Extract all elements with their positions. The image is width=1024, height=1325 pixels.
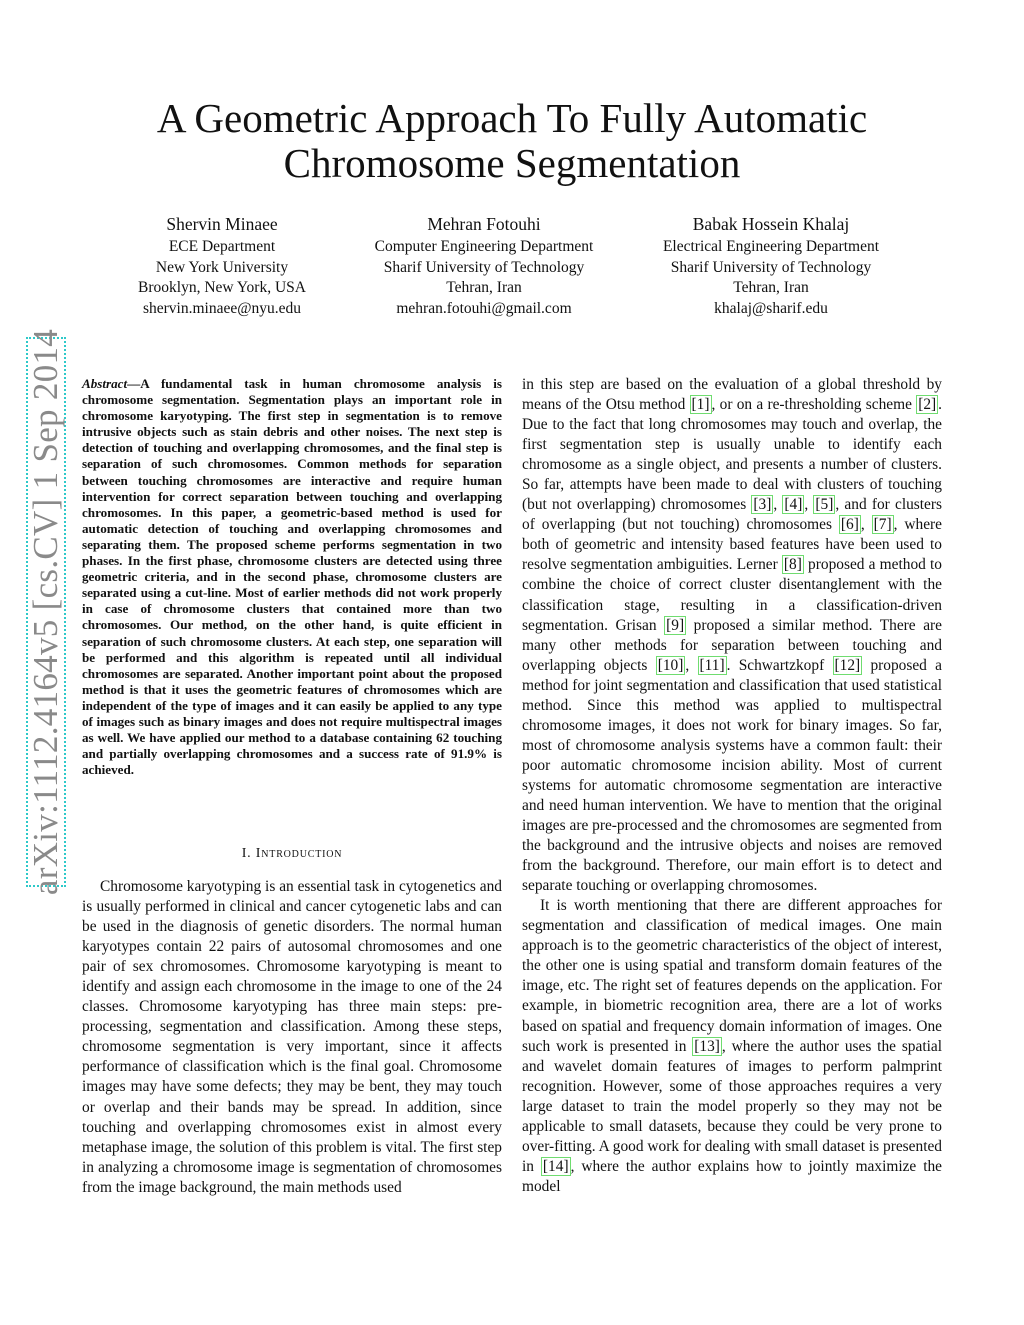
body-text: ,	[685, 656, 698, 674]
author-block	[72, 212, 372, 319]
author-affiliation: Sharif University of Technology	[383, 258, 585, 276]
abstract-label: Abstract	[82, 376, 128, 391]
author-location: Brooklyn, New York, USA	[138, 279, 306, 296]
body-text: ,	[804, 496, 814, 514]
citation-link[interactable]: [10]	[657, 656, 684, 674]
body-text: proposed a method to combine the choice of correct cluster disentanglement with the classification stage, resulting in a classification-driven segmentation. Grisan	[522, 556, 942, 634]
body-text: , where both of geometric and intensity based features have been used to resolve segmentation ambiguities. Lerner	[522, 516, 942, 574]
citation-link[interactable]: [13]	[694, 1037, 720, 1055]
citation-link[interactable]: [8]	[783, 556, 802, 574]
author-department: Computer Engineering Department	[374, 238, 594, 255]
author-email: shervin.minaee@nyu.edu	[142, 299, 302, 317]
title-line-2: Chromosome Segmentation	[283, 140, 741, 186]
body-text: proposed a similar method. There are many other methods for separation between touching and overlapping objects	[522, 616, 942, 674]
author-email: khalaj@sharif.edu	[714, 299, 828, 317]
citation-link[interactable]: [1]	[691, 396, 710, 414]
section-number: I.	[241, 846, 252, 861]
body-paragraph	[522, 375, 942, 896]
body-text: ,	[773, 496, 783, 514]
author-location: Tehran, Iran	[446, 279, 522, 296]
body-paragraph	[522, 896, 942, 1197]
citation-link[interactable]: [3]	[753, 496, 772, 514]
paper-title	[0, 96, 1024, 186]
body-text: in this step are based on the evaluation of a global threshold by means of the Otsu method	[522, 376, 942, 414]
body-text: ,	[860, 516, 872, 534]
author-name: Shervin Minaee	[166, 214, 278, 234]
author-affiliation: Sharif University of Technology	[670, 258, 872, 276]
body-text: , where the author explains how to jointly maximize the model	[522, 1157, 943, 1195]
author-department: ECE Department	[168, 238, 276, 255]
body-text: . Due to the fact that long chromosomes may touch and overlap, the first segmentation step is usually unable to identify each chromosome as a single object, and presents a number of clusters. So far, attempts have been made to deal with clusters of touching (but not overlapping) chromosomes	[522, 396, 943, 514]
title-line-1: A Geometric Approach To Fully Automatic	[156, 95, 868, 141]
citation-link[interactable]: [7]	[873, 516, 892, 534]
author-block	[334, 212, 634, 319]
author-affiliation: New York University	[155, 258, 289, 276]
author-name: Mehran Fotouhi	[427, 214, 541, 234]
section-title: Introduction	[255, 846, 343, 861]
citation-link[interactable]: [2]	[918, 396, 937, 414]
abstract	[82, 376, 502, 778]
body-text: proposed a method for joint segmentation and classification that used statistical method. Since this method was applied to multispectral chromosome images, it does not work for binary images. So far, most of chromosome analysis systems have a common fault: their poor automatic chromosome incision ability. Most of current systems for automatic chromosome segmentation are interactive and need human intervention. We have to mention that the original images are pre-processed and the chromosomes are segmented from the background and the intrusive objects and noises are removed from the background. Therefore, our main effort is to detect and separate touching or overlapping chromosomes.	[522, 656, 942, 895]
abstract-text: —A fundamental task in human chromosome analysis is chromosome segmentation. Segmentation plays an important role in chromosome karyotyping. The first step in segmentation is to remove intrusive objects such as stain debris and other noises. The next step is detection of touching and overlapping chromosomes, and the final step is separation of such chromosomes. Common methods for separation between touching chromosomes are interactive and require human intervention for correct separation between touching and overlapping chromosomes. In this paper, a geometric-based method is used for automatic detection of touching and overlapping chromosomes and separating them. The proposed scheme performs segmentation in two phases. In the first phase, chromosome clusters are detected using three geometric criteria, and in the second phase, chromosome clusters are separated using a cut-line. Most of earlier methods did not work properly in case of chromosome clusters that contained more than two chromosomes. Our method, on the other hand, is quite efficient in separation of such chromosome clusters. At each step, one separation will be performed and this algorithm is repeated until all individual chromosomes are separated. Another important point about the proposed method is that it uses the geometric features of chromosomes which are independent of the type of images and it can easily be applied to any type of images such as binary images and does not require multispectral images as well. We have applied our method to a database containing 62 touching and partially overlapping chromosomes and a success rate of 91.9% is achieved.	[82, 376, 502, 778]
citation-link[interactable]: [11]	[699, 656, 725, 674]
author-block	[621, 212, 921, 319]
right-column	[522, 375, 942, 1197]
citation-link[interactable]: [9]	[666, 616, 685, 634]
intro-paragraph: Chromosome karyotyping is an essential task in cytogenetics and is usually performed in clinical and cancer cytogenetic labs and can be used in the diagnosis of genetic disorders. The normal human karyotypes contain 22 pairs of autosomal chromosomes and one pair of sex chromosomes. Chromosome karyotyping is meant to identify and assign each chromosome in the image to one of the 24 classes. Chromosome karyotyping has three main steps: pre-processing, segmentation and classification. Among these steps, chromosome segmentation is very important, since it affects performance of classification which is the final goal. Chromosome images may have some defects; they may be bent, they may touch or overlap and their bands may be spread. In addition, since touching and overlapping chromosomes exist in almost every metaphase image, the solution of this problem is vital. The first step in analyzing a chromosome image is segmentation of chromosomes from the image background, the main methods used	[82, 878, 502, 1196]
body-text: It is worth mentioning that there are different approaches for segmentation and classification of medical images. One main approach is to the geometric characteristics of the object of interest, the other one is using spatial and transform domain features of the image, etc. The right set of features depends on the application. For example, in biometric recognition area, there are a lot of works based on spatial and frequency domain information of images. One such work is presented in	[522, 897, 942, 1055]
citation-link[interactable]: [5]	[815, 496, 834, 514]
arxiv-stamp: arXiv:1112.4164v5 [cs.CV] 1 Sep 2014	[26, 328, 65, 896]
body-text: , where the author uses the spatial and wavelet domain features of images to perform palmprint recognition. However, some of those approaches requires a very large dataset to train the model properly so they may not be applicable to small datasets, because they could be very prone to over-fitting. A good work for dealing with small dataset is presented in	[522, 1037, 942, 1175]
body-text: . Schwartzkopf	[726, 656, 833, 674]
body-text: , and for clusters of overlapping (but not touching) chromosomes	[522, 496, 943, 534]
author-department: Electrical Engineering Department	[662, 238, 880, 255]
author-location: Tehran, Iran	[733, 279, 809, 296]
section-heading	[82, 846, 502, 862]
citation-link[interactable]: [14]	[542, 1157, 569, 1175]
citation-link[interactable]: [6]	[840, 516, 859, 534]
citation-link[interactable]: [12]	[834, 656, 861, 674]
author-email: mehran.fotouhi@gmail.com	[396, 299, 572, 317]
body-text: , or on a re-thresholding scheme	[711, 396, 917, 414]
author-name: Babak Hossein Khalaj	[692, 214, 850, 234]
citation-link[interactable]: [4]	[784, 496, 803, 514]
